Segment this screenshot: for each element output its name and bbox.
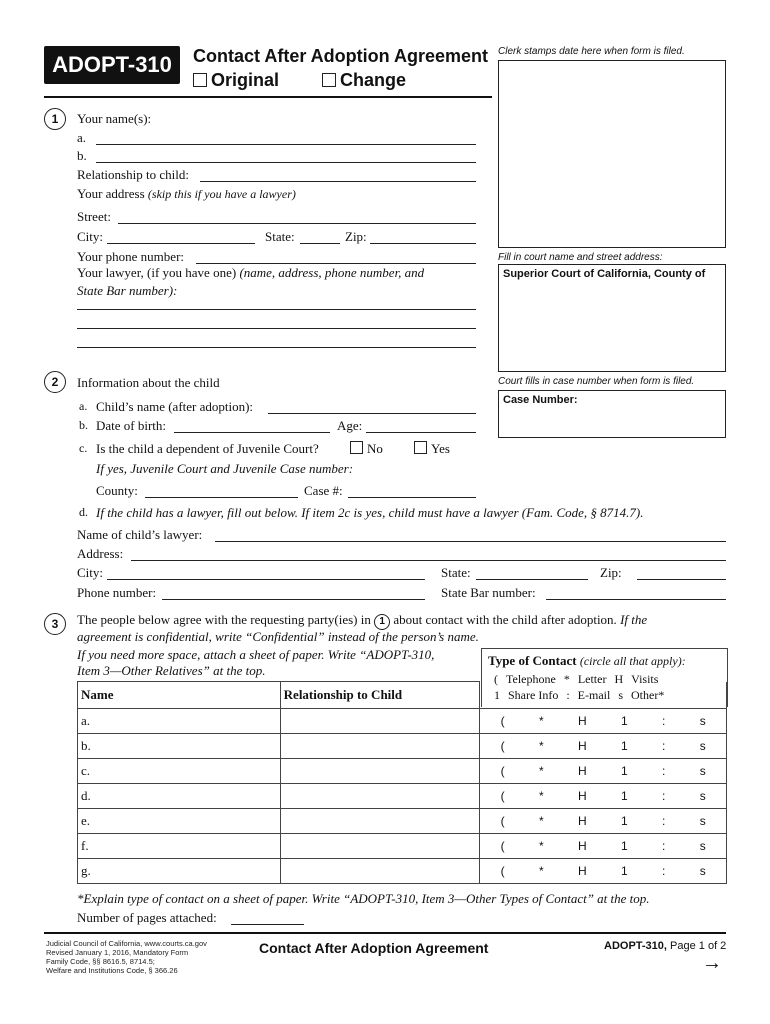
lawyer-city-field[interactable]: [107, 579, 425, 580]
street-label: Street:: [77, 209, 111, 224]
phone-field[interactable]: [196, 263, 476, 264]
telephone-option[interactable]: (: [500, 714, 505, 728]
name-a-field[interactable]: [96, 144, 476, 145]
pages-attached-label: Number of pages attached:: [77, 910, 217, 925]
row-c-contact-cell[interactable]: [480, 759, 727, 784]
footer-line-2: Revised January 1, 2016, Mandatory Form: [46, 948, 189, 957]
row-d-name-cell[interactable]: [78, 784, 281, 809]
footer-rule: [44, 932, 726, 934]
relationship-label: Relationship to child:: [77, 167, 189, 182]
people-table: [77, 681, 727, 884]
address-label-row: [77, 186, 296, 202]
row-g-name-cell[interactable]: [78, 859, 281, 884]
city-label: City:: [77, 229, 104, 244]
age-label: Age:: [337, 418, 363, 433]
dependent-yes-checkbox[interactable]: [414, 441, 427, 454]
row-letter: a.: [81, 713, 91, 728]
row-c-name-cell[interactable]: [78, 759, 281, 784]
visits-option[interactable]: H: [577, 764, 587, 778]
lawyer-label: Your lawyer, (if you have one): [77, 265, 237, 280]
people-intro-a: The people below agree with the requesting party(ies) in: [77, 612, 371, 627]
item-2-marker: 2: [44, 371, 66, 393]
email-option[interactable]: :: [662, 839, 666, 853]
other-glyph: s: [618, 688, 623, 702]
letter-option[interactable]: *: [538, 739, 544, 753]
item-3-marker: 3: [44, 613, 66, 635]
email-label: E-mail: [577, 688, 611, 702]
share-info-option[interactable]: 1: [621, 814, 628, 828]
dob-letter: b.: [79, 418, 88, 432]
row-b-name-cell[interactable]: [78, 734, 281, 759]
lawyer-note-2: State Bar number):: [77, 283, 178, 298]
row-d-relationship-cell[interactable]: [280, 784, 480, 809]
lawyer-address-field[interactable]: [131, 560, 726, 561]
footer-line-1: Judicial Council of California, www.courts.ca.gov: [46, 939, 207, 948]
row-d-contact-cell[interactable]: [480, 784, 727, 809]
child-lawyer-field[interactable]: [215, 541, 726, 542]
visits-glyph: H: [614, 672, 624, 686]
original-checkbox[interactable]: [193, 73, 207, 87]
form-id-badge: ADOPT-310: [44, 46, 180, 84]
name-b-label: b.: [77, 148, 87, 163]
row-e-contact-cell[interactable]: [480, 809, 727, 834]
share-info-option[interactable]: 1: [621, 739, 628, 753]
case-field[interactable]: [348, 497, 476, 498]
lawyer-bar-field[interactable]: [546, 599, 726, 600]
telephone-option[interactable]: (: [500, 839, 505, 853]
lawyer-phone-label: Phone number:: [77, 585, 157, 600]
lawyer-zip-label: Zip:: [600, 565, 622, 580]
footer-citation: [46, 939, 207, 975]
lawyer-instructions: If the child has a lawyer, fill out below. If item 2c is yes, child must have a lawyer (Fam. Code, § 8714.7).: [96, 505, 644, 520]
letter-option[interactable]: *: [538, 789, 544, 803]
col-name-header: Name: [78, 682, 281, 709]
row-letter: e.: [81, 813, 91, 828]
case-label: Case #:: [304, 483, 343, 498]
county-label: County:: [96, 483, 138, 498]
row-c-relationship-cell[interactable]: [280, 759, 480, 784]
col-relationship-header: Relationship to Child: [280, 682, 480, 709]
row-letter: c.: [81, 763, 91, 778]
lawyer-address-label: Address:: [77, 546, 124, 561]
dependent-no-checkbox[interactable]: [350, 441, 363, 454]
visits-label: Visits: [631, 672, 659, 686]
lawyer-instructions-letter: d.: [79, 505, 88, 519]
telephone-option[interactable]: (: [500, 789, 505, 803]
people-table-header: [78, 682, 727, 709]
row-e-name-cell[interactable]: [78, 809, 281, 834]
row-g-relationship-cell[interactable]: [280, 859, 480, 884]
people-intro-italic: If the: [620, 612, 648, 627]
change-checkbox[interactable]: [322, 73, 336, 87]
address-note: (skip this if you have a lawyer): [147, 187, 296, 201]
other-option[interactable]: s: [699, 764, 706, 778]
item-1-reference: 1: [374, 614, 390, 630]
confidential-note: agreement is confidential, write “Confidential” instead of the person’s name.: [77, 629, 479, 644]
lawyer-label-row: [77, 265, 424, 281]
lawyer-phone-field[interactable]: [162, 599, 425, 600]
other-option[interactable]: s: [699, 789, 706, 803]
footer-page-info: [604, 940, 726, 952]
visits-option[interactable]: H: [577, 789, 587, 803]
other-option[interactable]: s: [699, 714, 706, 728]
letter-option[interactable]: *: [538, 839, 544, 853]
address-label: Your address: [77, 186, 145, 201]
lawyer-bar-label: State Bar number:: [441, 585, 536, 600]
page-number: Page 1 of 2: [670, 940, 727, 952]
other-option[interactable]: s: [699, 739, 706, 753]
lawyer-note: (name, address, phone number, and: [239, 265, 425, 280]
telephone-label: Telephone: [506, 672, 556, 686]
child-name-label: Child’s name (after adoption):: [96, 399, 254, 414]
telephone-option[interactable]: (: [500, 864, 505, 878]
visits-option[interactable]: H: [577, 714, 587, 728]
state-label: State:: [265, 229, 295, 244]
table-row: [78, 759, 727, 784]
next-page-arrow-icon[interactable]: →: [702, 952, 722, 974]
other-label: Other*: [631, 688, 665, 702]
table-row: [78, 709, 727, 734]
row-a-relationship-cell[interactable]: [280, 709, 480, 734]
contact-type-title: Type of Contact: [488, 653, 577, 668]
row-a-contact-cell[interactable]: [480, 709, 727, 734]
form-title: Contact After Adoption Agreement: [193, 46, 488, 66]
email-option[interactable]: :: [662, 739, 666, 753]
change-label: Change: [340, 70, 407, 90]
share-info-glyph: 1: [494, 688, 500, 702]
if-yes-note: If yes, Juvenile Court and Juvenile Case number:: [96, 461, 354, 476]
more-space-note: If you need more space, attach a sheet of paper. Write “ADOPT-310,: [77, 647, 435, 662]
letter-label: Letter: [577, 672, 607, 686]
row-a-name-cell[interactable]: [78, 709, 281, 734]
telephone-glyph: (: [494, 672, 498, 686]
header-rule: [44, 96, 492, 98]
city-field[interactable]: [107, 243, 255, 244]
letter-option[interactable]: *: [538, 814, 544, 828]
table-row: [78, 859, 727, 884]
dependent-letter: c.: [79, 441, 88, 455]
col-contact-header: [480, 682, 727, 709]
footer-line-3: Family Code, §§ 8616.5, 8714.5;: [46, 957, 155, 966]
dependent-no-label: No: [367, 441, 383, 456]
name-a-label: a.: [77, 130, 87, 145]
visits-option[interactable]: H: [577, 739, 587, 753]
lawyer-field-2[interactable]: [77, 328, 476, 329]
share-info-option[interactable]: 1: [621, 714, 628, 728]
row-f-contact-cell[interactable]: [480, 834, 727, 859]
email-option[interactable]: :: [662, 814, 666, 828]
clerk-stamp-note: Clerk stamps date here when form is filed.: [498, 46, 685, 57]
visits-option[interactable]: H: [577, 839, 587, 853]
row-letter: d.: [81, 788, 91, 803]
footer-title: Contact After Adoption Agreement: [259, 940, 489, 956]
case-number-label: Case Number:: [503, 394, 578, 406]
visits-option[interactable]: H: [577, 814, 587, 828]
other-option[interactable]: s: [699, 839, 706, 853]
original-checkbox-row[interactable]: [193, 70, 279, 91]
zip-field[interactable]: [370, 243, 476, 244]
lawyer-state-field[interactable]: [476, 579, 588, 580]
email-option[interactable]: :: [662, 789, 666, 803]
share-info-option[interactable]: 1: [621, 864, 628, 878]
share-info-option[interactable]: 1: [621, 789, 628, 803]
row-f-name-cell[interactable]: [78, 834, 281, 859]
child-info-title: Information about the child: [77, 375, 220, 390]
telephone-option[interactable]: (: [500, 814, 505, 828]
case-number-box[interactable]: [498, 390, 726, 438]
row-letter: f.: [81, 838, 89, 853]
dependent-no-option[interactable]: [350, 441, 383, 457]
contact-type-note: (circle all that apply):: [579, 654, 686, 668]
telephone-option[interactable]: (: [500, 739, 505, 753]
email-glyph: :: [566, 688, 570, 702]
more-space-note-2: Item 3—Other Relatives” at the top.: [77, 663, 266, 678]
child-name-letter: a.: [79, 399, 88, 413]
street-field[interactable]: [118, 223, 476, 224]
lawyer-zip-field[interactable]: [637, 579, 726, 580]
change-checkbox-row[interactable]: [322, 70, 406, 91]
table-row: [78, 809, 727, 834]
table-row: [78, 784, 727, 809]
lawyer-field-1[interactable]: [77, 309, 476, 310]
child-name-field[interactable]: [268, 413, 476, 414]
other-option[interactable]: s: [699, 864, 706, 878]
visits-option[interactable]: H: [577, 864, 587, 878]
row-f-relationship-cell[interactable]: [280, 834, 480, 859]
court-note: Fill in court name and street address:: [498, 252, 663, 263]
case-note: Court fills in case number when form is filed.: [498, 376, 695, 387]
lawyer-field-3[interactable]: [77, 347, 476, 348]
email-option[interactable]: :: [662, 714, 666, 728]
original-label: Original: [211, 70, 280, 90]
court-box[interactable]: [498, 264, 726, 372]
share-info-option[interactable]: 1: [621, 764, 628, 778]
share-info-label: Share Info: [508, 688, 559, 702]
item-1-marker: 1: [44, 108, 66, 130]
child-lawyer-label: Name of child’s lawyer:: [77, 527, 203, 542]
relationship-field[interactable]: [200, 181, 476, 182]
name-b-field[interactable]: [96, 162, 476, 163]
row-b-contact-cell[interactable]: [480, 734, 727, 759]
court-name: Superior Court of California, County of: [503, 268, 706, 280]
email-option[interactable]: :: [662, 864, 666, 878]
zip-label: Zip:: [345, 229, 367, 244]
letter-option[interactable]: *: [538, 764, 544, 778]
age-field[interactable]: [366, 432, 476, 433]
share-info-option[interactable]: 1: [621, 839, 628, 853]
dependent-yes-option[interactable]: [414, 441, 450, 457]
email-option[interactable]: :: [662, 764, 666, 778]
pages-attached-field[interactable]: [231, 924, 304, 925]
people-intro-b: about contact with the child after adoption.: [393, 612, 617, 627]
letter-option[interactable]: *: [538, 714, 544, 728]
explain-note: *Explain type of contact on a sheet of paper. Write “ADOPT-310, Item 3—Other Types of Contact” at the top.: [77, 891, 650, 906]
clerk-stamp-box: [498, 60, 726, 248]
row-e-relationship-cell[interactable]: [280, 809, 480, 834]
row-g-contact-cell[interactable]: [480, 859, 727, 884]
other-option[interactable]: s: [699, 814, 706, 828]
table-row: [78, 834, 727, 859]
your-names-label: Your name(s):: [77, 111, 152, 126]
county-field[interactable]: [145, 497, 298, 498]
dob-field[interactable]: [174, 432, 330, 433]
phone-label: Your phone number:: [77, 249, 185, 264]
people-intro: [77, 612, 647, 630]
letter-option[interactable]: *: [538, 864, 544, 878]
table-row: [78, 734, 727, 759]
row-letter: b.: [81, 738, 91, 753]
footer-form-id: ADOPT-310,: [604, 940, 667, 952]
row-b-relationship-cell[interactable]: [280, 734, 480, 759]
state-field[interactable]: [300, 243, 340, 244]
telephone-option[interactable]: (: [500, 764, 505, 778]
dependent-label: Is the child a dependent of Juvenile Court?: [96, 441, 319, 456]
footer-line-4: Welfare and Institutions Code, § 366.26: [46, 966, 178, 975]
lawyer-city-label: City:: [77, 565, 104, 580]
dependent-yes-label: Yes: [431, 441, 450, 456]
letter-glyph: *: [563, 672, 570, 686]
lawyer-state-label: State:: [441, 565, 471, 580]
row-letter: g.: [81, 863, 91, 878]
dob-label: Date of birth:: [96, 418, 167, 433]
